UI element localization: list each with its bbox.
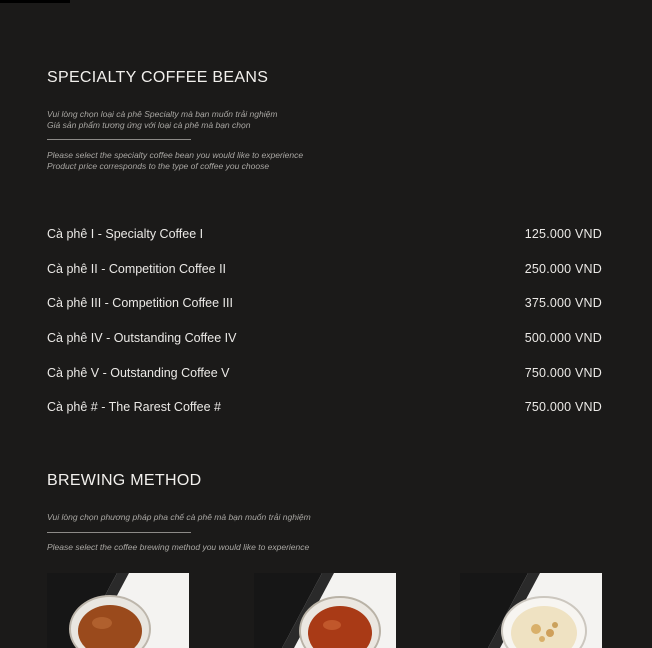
coffee-price: 125.000 VND xyxy=(524,227,602,242)
coffee-cup-icon xyxy=(254,573,396,648)
brewing-method-card-3[interactable] xyxy=(460,573,602,648)
specialty-desc-vi-line2: Giá sản phẩm tương ứng với loại cà phê mà bạn chọn xyxy=(47,120,251,130)
specialty-desc-en-line2: Product price corresponds to the type of coffee you choose xyxy=(47,161,270,171)
coffee-option-2[interactable] xyxy=(47,252,602,287)
brewing-desc-en: Please select the coffee brewing method you would like to experience xyxy=(47,542,310,552)
coffee-option-3[interactable] xyxy=(47,286,602,321)
brewing-method-card-2[interactable] xyxy=(254,573,396,648)
brewing-section-title: BREWING METHOD xyxy=(47,472,202,489)
brewing-divider xyxy=(47,532,191,533)
coffee-price: 375.000 VND xyxy=(524,296,602,311)
coffee-name: Cà phê I - Specialty Coffee I xyxy=(47,227,204,242)
coffee-option-6[interactable] xyxy=(47,390,602,425)
coffee-cup-icon xyxy=(47,573,189,648)
coffee-name: Cà phê V - Outstanding Coffee V xyxy=(47,365,230,380)
specialty-desc-vi-line1: Vui lòng chọn loại cà phê Specialty mà bạn muốn trải nghiệm xyxy=(47,109,278,119)
specialty-section-title: SPECIALTY COFFEE BEANS xyxy=(47,69,269,86)
coffee-cup-icon xyxy=(460,573,602,648)
coffee-name: Cà phê IV - Outstanding Coffee IV xyxy=(47,331,237,346)
coffee-price: 250.000 VND xyxy=(524,261,602,276)
coffee-price: 750.000 VND xyxy=(524,400,602,415)
coffee-option-4[interactable] xyxy=(47,321,602,356)
specialty-desc-en-line1: Please select the specialty coffee bean you would like to experience xyxy=(47,150,304,160)
coffee-name: Cà phê III - Competition Coffee III xyxy=(47,296,233,311)
brewing-desc-vi: Vui lòng chọn phương pháp pha chế cà phê mà bạn muốn trải nghiệm xyxy=(47,512,311,522)
top-edge-tab xyxy=(0,0,70,3)
brewing-method-gallery xyxy=(47,573,602,648)
coffee-option-1[interactable] xyxy=(47,217,602,252)
brewing-method-card-1[interactable] xyxy=(47,573,189,648)
coffee-name: Cà phê # - The Rarest Coffee # xyxy=(47,400,221,415)
coffee-price-list xyxy=(47,217,602,425)
coffee-price: 750.000 VND xyxy=(524,365,602,380)
specialty-divider xyxy=(47,139,191,140)
coffee-option-5[interactable] xyxy=(47,355,602,390)
coffee-name: Cà phê II - Competition Coffee II xyxy=(47,261,227,276)
coffee-price: 500.000 VND xyxy=(524,331,602,346)
